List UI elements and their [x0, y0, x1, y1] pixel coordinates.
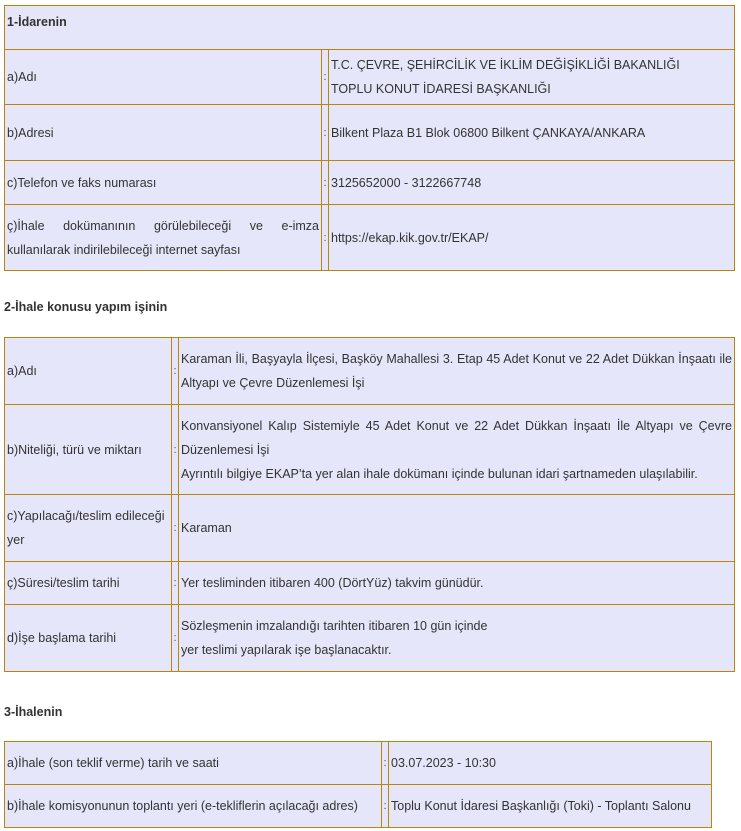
- row-label: b)Adresi: [5, 105, 322, 161]
- row-label: ç)İhale dokümanının görülebileceği ve e-imza kullanılarak indirilebileceği internet sayfası: [5, 205, 322, 271]
- row-value: 3125652000 - 3122667748: [329, 161, 735, 205]
- row-label: ç)Süresi/teslim tarihi: [5, 562, 172, 605]
- value-line: T.C. ÇEVRE, ŞEHİRCİLİK VE İKLİM DEĞİŞİKLİĞİ BAKANLIĞI: [331, 58, 680, 72]
- idare-table: [4, 5, 735, 271]
- row-separator: :: [172, 605, 179, 672]
- table-row: [5, 605, 735, 672]
- table-row: [5, 562, 735, 605]
- section1-header: 1-İdarenin: [5, 6, 735, 50]
- table-row: [5, 405, 735, 495]
- section3-title: 3-İhalenin: [4, 705, 63, 719]
- row-separator: :: [322, 161, 329, 205]
- row-separator: :: [172, 495, 179, 562]
- row-value: Toplu Konut İdaresi Başkanlığı (Toki) - Toplantı Salonu: [389, 785, 712, 828]
- row-separator: :: [322, 105, 329, 161]
- row-label: a)Adı: [5, 50, 322, 105]
- ihale-konusu-table: [4, 337, 735, 672]
- table-row: [5, 495, 735, 562]
- value-line: yer teslimi yapılarak işe başlanacaktır.: [181, 643, 392, 657]
- row-value: [179, 405, 735, 495]
- row-separator: :: [172, 562, 179, 605]
- value-line: Konvansiyonel Kalıp Sistemiyle 45 Adet Konut ve 22 Adet Dükkan İnşaatı İle Altyapı ve Çevre Düzenlemesi İşi: [181, 418, 732, 457]
- row-label: a)Adı: [5, 338, 172, 405]
- table-row: [5, 785, 712, 828]
- row-label: b)Niteliği, türü ve miktarı: [5, 405, 172, 495]
- table-row: [5, 105, 735, 161]
- row-value: Karaman: [179, 495, 735, 562]
- row-value: Yer tesliminden itibaren 400 (DörtYüz) takvim günüdür.: [179, 562, 735, 605]
- row-value: [179, 605, 735, 672]
- row-label: a)İhale (son teklif verme) tarih ve saati: [5, 742, 382, 785]
- row-separator: :: [172, 338, 179, 405]
- row-value: Karaman İli, Başyayla İlçesi, Başköy Mahallesi 3. Etap 45 Adet Konut ve 22 Adet Dükkan İnşaatı ile Altyapı ve Çevre Düzenlemesi İşi: [179, 338, 735, 405]
- row-label: c)Yapılacağı/teslim edileceği yer: [5, 495, 172, 562]
- table-row: [5, 338, 735, 405]
- table-row: [5, 205, 735, 271]
- row-separator: :: [382, 742, 389, 785]
- row-label: b)İhale komisyonunun toplantı yeri (e-tekliflerin açılacağı adres): [5, 785, 382, 828]
- value-line: Ayrıntılı bilgiye EKAP’ta yer alan ihale dokümanı içinde bulunan idari şartnameden ulaşılabilir.: [181, 466, 698, 481]
- row-separator: :: [322, 205, 329, 271]
- table-row: [5, 161, 735, 205]
- table-row: [5, 50, 735, 105]
- row-value: [329, 205, 735, 271]
- row-separator: :: [172, 405, 179, 495]
- row-value: 03.07.2023 - 10:30: [389, 742, 712, 785]
- row-value: Bilkent Plaza B1 Blok 06800 Bilkent ÇANKAYA/ANKARA: [329, 105, 735, 161]
- ekap-link[interactable]: https://ekap.kik.gov.tr/EKAP/: [331, 230, 489, 245]
- section2-title: 2-İhale konusu yapım işinin: [4, 300, 168, 314]
- value-line: TOPLU KONUT İDARESİ BAŞKANLIĞI: [331, 82, 551, 96]
- ihale-table: [4, 741, 712, 828]
- table-row: [5, 742, 712, 785]
- row-label: d)İşe başlama tarihi: [5, 605, 172, 672]
- row-separator: :: [322, 50, 329, 105]
- value-line: Sözleşmenin imzalandığı tarihten itibaren 10 gün içinde: [181, 619, 488, 633]
- row-label: c)Telefon ve faks numarası: [5, 161, 322, 205]
- row-value: [329, 50, 735, 105]
- row-separator: :: [382, 785, 389, 828]
